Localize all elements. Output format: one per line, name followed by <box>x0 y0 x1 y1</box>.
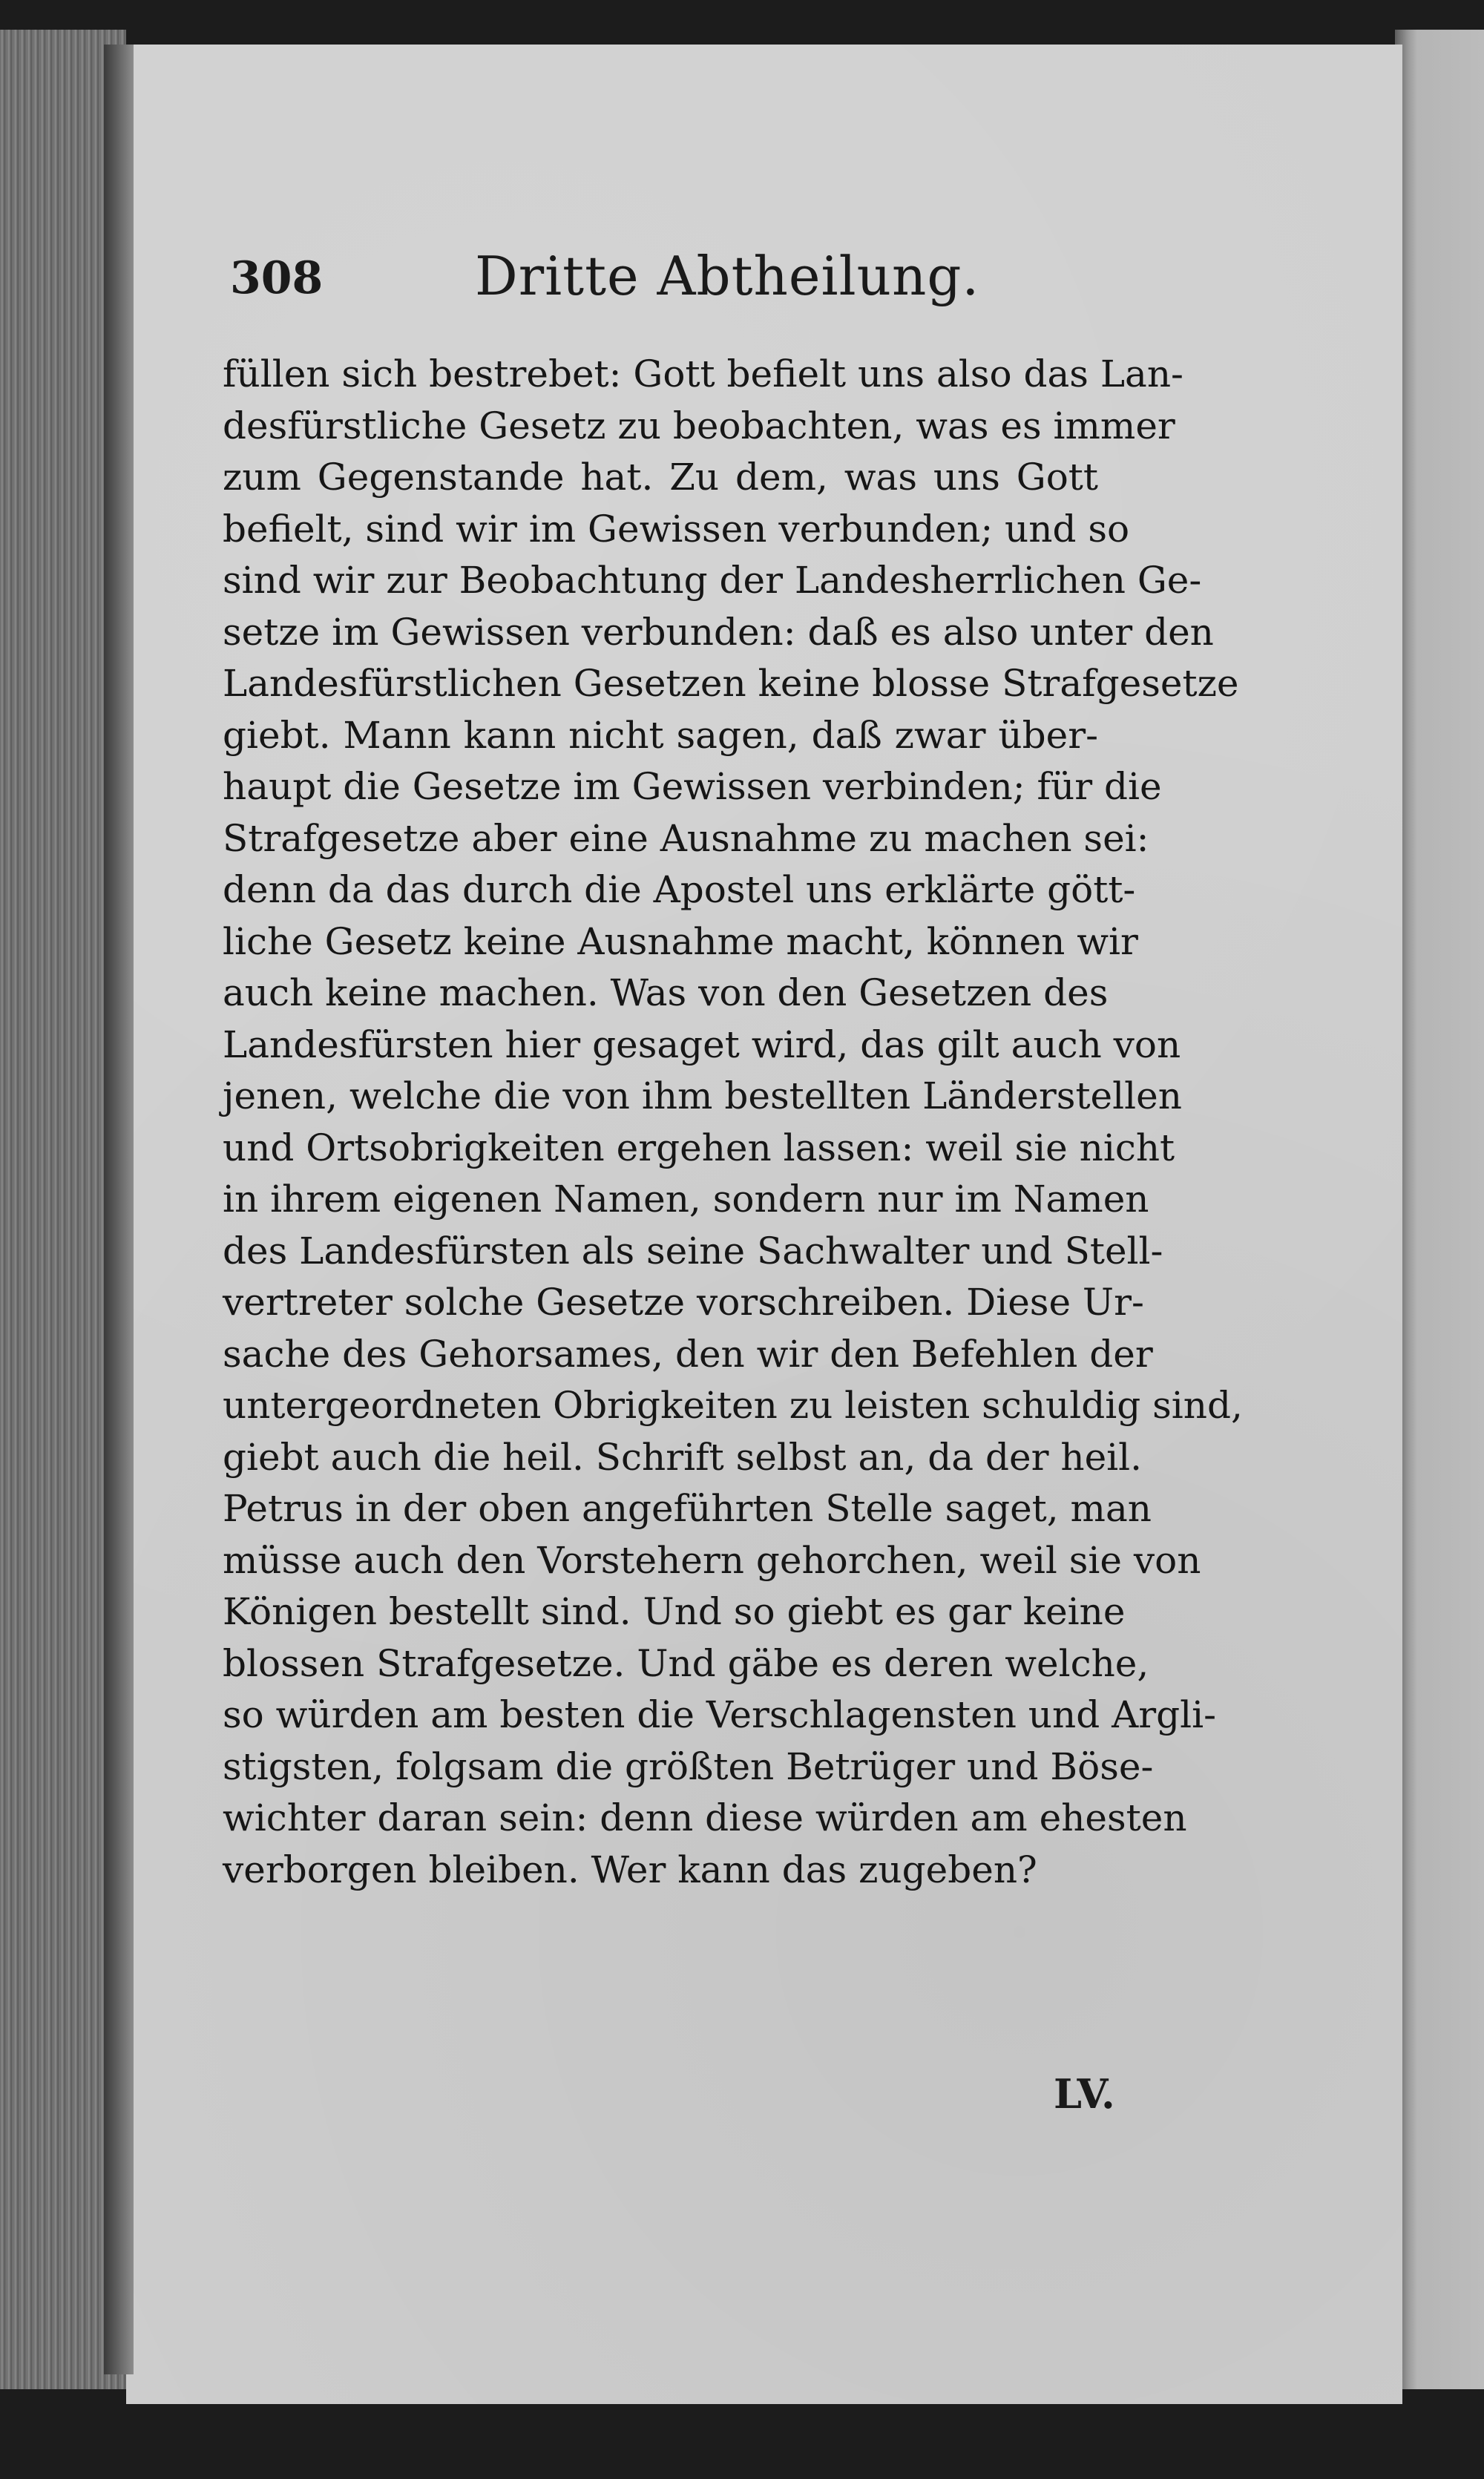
text-line: desfürstliche Gesetz zu beobachten, was es immer <box>223 404 1175 447</box>
scan-bottom-shadow <box>126 2404 1402 2479</box>
text-line: verborgen bleiben. Wer kann das zugeben? <box>223 1848 1037 1891</box>
text-line: Petrus in der oben angeführten Stelle saget, man <box>223 1487 1152 1530</box>
text-line: liche Gesetz keine Ausnahme macht, können wir <box>223 919 1138 963</box>
text-line: wichter daran sein: denn diese würden am ehesten <box>223 1796 1187 1839</box>
text-line: stigsten, folgsam die größten Betrüger und Böse- <box>223 1744 1154 1788</box>
catchword: LV. <box>1054 2070 1115 2118</box>
page-header <box>230 245 1098 334</box>
text-line: so würden am besten die Verschlagensten und Argli- <box>223 1693 1216 1736</box>
text-line: untergeordneten Obrigkeiten zu leisten schuldig sind, <box>223 1384 1243 1427</box>
text-line: und Ortsobrigkeiten ergehen lassen: weil sie nicht <box>223 1126 1175 1169</box>
text-line: befielt, sind wir im Gewissen verbunden; und so <box>223 507 1130 551</box>
text-line: setze im Gewissen verbunden: daß es also unter den <box>223 610 1214 654</box>
text-line: sind wir zur Beobachtung der Landesherrlichen Ge- <box>223 559 1202 602</box>
text-line: blossen Strafgesetze. Und gäbe es deren welche, <box>223 1641 1149 1685</box>
text-line: füllen sich bestrebet: Gott befielt uns also das Lan- <box>223 352 1183 395</box>
text-line: jenen, welche die von ihm bestellten Länderstellen <box>223 1074 1182 1117</box>
text-line: auch keine machen. Was von den Gesetzen des <box>223 971 1109 1014</box>
text-line: Landesfürsten hier gesaget wird, das gilt auch von <box>223 1022 1181 1066</box>
text-line: sache des Gehorsames, den wir den Befehlen der <box>223 1332 1153 1376</box>
text-line: zum Gegenstande hat. Zu dem, was uns Gott <box>223 456 1098 499</box>
text-line: Strafgesetze aber eine Ausnahme zu machen sei: <box>223 816 1149 860</box>
body-text <box>223 349 1243 1896</box>
text-line: haupt die Gesetze im Gewissen verbinden; für die <box>223 765 1162 808</box>
binding-gutter <box>104 45 134 2374</box>
page-stack-edge-right <box>1395 30 1484 2389</box>
page-number: 308 <box>230 252 324 304</box>
text-line: des Landesfürsten als seine Sachwalter und Stell- <box>223 1229 1163 1273</box>
text-line: in ihrem eigenen Namen, sondern nur im Namen <box>223 1178 1149 1221</box>
running-title: Dritte Abtheilung. <box>475 245 980 307</box>
text-line: giebt auch die heil. Schrift selbst an, da der heil. <box>223 1435 1143 1479</box>
text-line: vertreter solche Gesetze vorschreiben. Diese Ur- <box>223 1281 1144 1324</box>
text-line: müsse auch den Vorstehern gehorchen, weil sie von <box>223 1538 1201 1582</box>
text-line: giebt. Mann kann nicht sagen, daß zwar über- <box>223 713 1098 757</box>
text-line: Landesfürstlichen Gesetzen keine blosse Strafgesetze <box>223 662 1239 705</box>
text-line: Königen bestellt sind. Und so giebt es gar keine <box>223 1590 1126 1633</box>
text-line: denn da das durch die Apostel uns erklärte gött- <box>223 868 1136 911</box>
